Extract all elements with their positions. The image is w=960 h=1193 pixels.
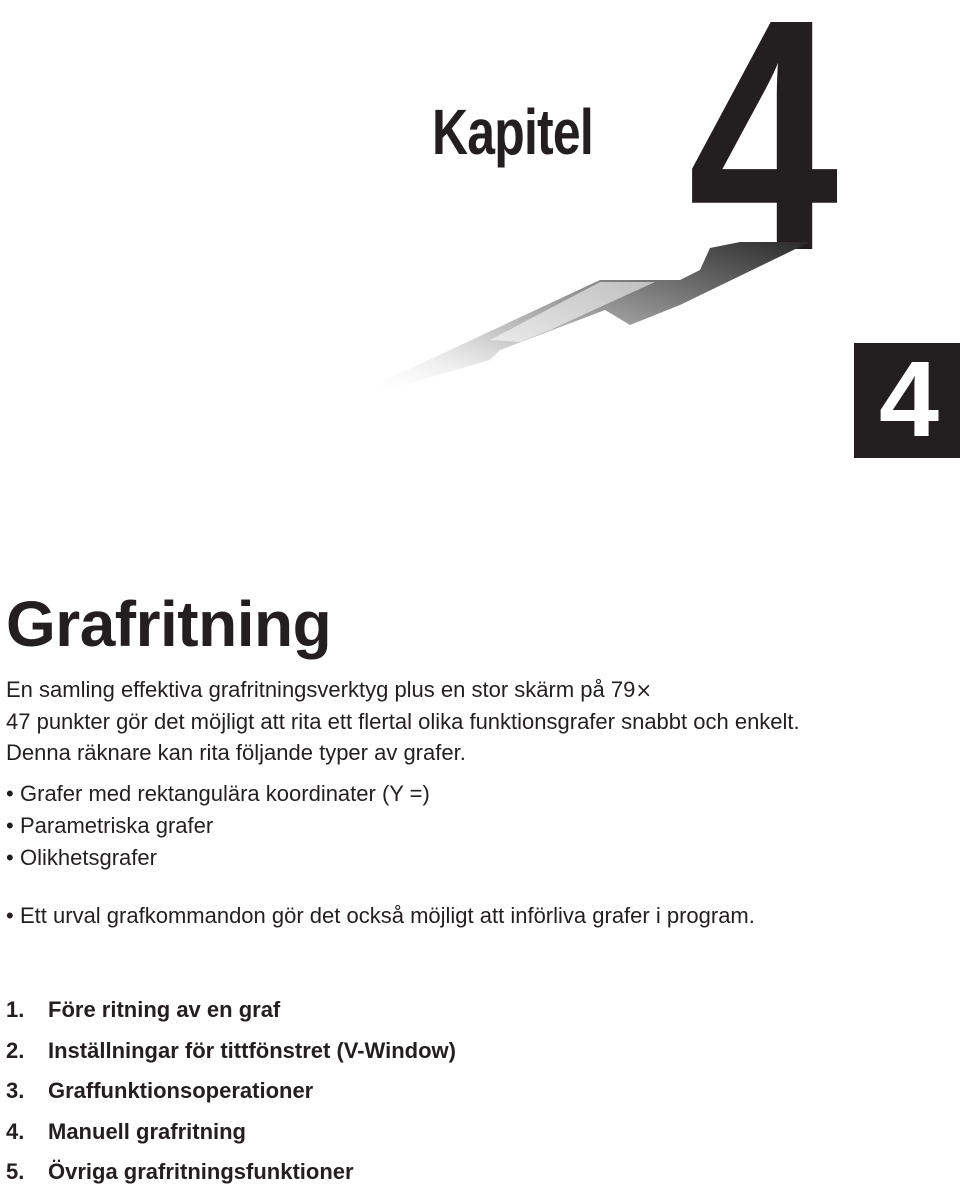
toc-number: 3.: [6, 1078, 25, 1103]
toc-number: 2.: [6, 1037, 25, 1063]
toc-item: [6, 1031, 456, 1072]
toc-item: [6, 1112, 456, 1153]
graph-type-item: • Parametriska grafer: [6, 810, 430, 842]
graph-type-item: • Grafer med rektangulära koordinater (Y =): [6, 778, 430, 810]
chapter-number: 4: [688, 0, 839, 319]
toc-item: [6, 1071, 456, 1112]
toc-label: Övriga grafritningsfunktioner: [48, 1159, 354, 1184]
page-title: Grafritning: [6, 588, 332, 660]
toc-number: 1.: [6, 997, 25, 1022]
toc-item: [6, 1152, 456, 1193]
graph-type-item: • Olikhetsgrafer: [6, 842, 430, 874]
toc-label: Före ritning av en graf: [48, 997, 281, 1022]
graph-types-list: [6, 778, 430, 874]
chapter-tab: [854, 337, 960, 459]
chapter-number-shadow: [350, 230, 820, 400]
toc-item: [6, 990, 456, 1031]
table-of-contents: [6, 990, 456, 1193]
toc-label: Manuell grafritning: [48, 1118, 246, 1144]
chapter-word: Kapitel: [432, 96, 593, 168]
intro-text-end: 47 punkter gör det möjligt att rita ett flertal olika funktionsgrafer snabbt och enkelt. Denna räknare kan rita följande typer av grafer.: [6, 709, 800, 765]
times-symbol: ×: [635, 678, 653, 702]
program-note-text: • Ett urval grafkommandon gör det också möjligt att införliva grafer i program.: [6, 900, 806, 932]
toc-label: Graffunktionsoperationer: [48, 1078, 314, 1103]
toc-number: 4.: [6, 1118, 25, 1144]
intro-paragraph: [6, 674, 806, 768]
intro-text-start: En samling effektiva grafritningsverktyg plus en stor skärm på 79: [6, 677, 636, 702]
toc-label: Inställningar för tittfönstret (V-Window): [48, 1037, 456, 1063]
toc-number: 5.: [6, 1159, 25, 1184]
program-note: [6, 900, 806, 932]
chapter-tab-number: 4: [878, 337, 940, 459]
